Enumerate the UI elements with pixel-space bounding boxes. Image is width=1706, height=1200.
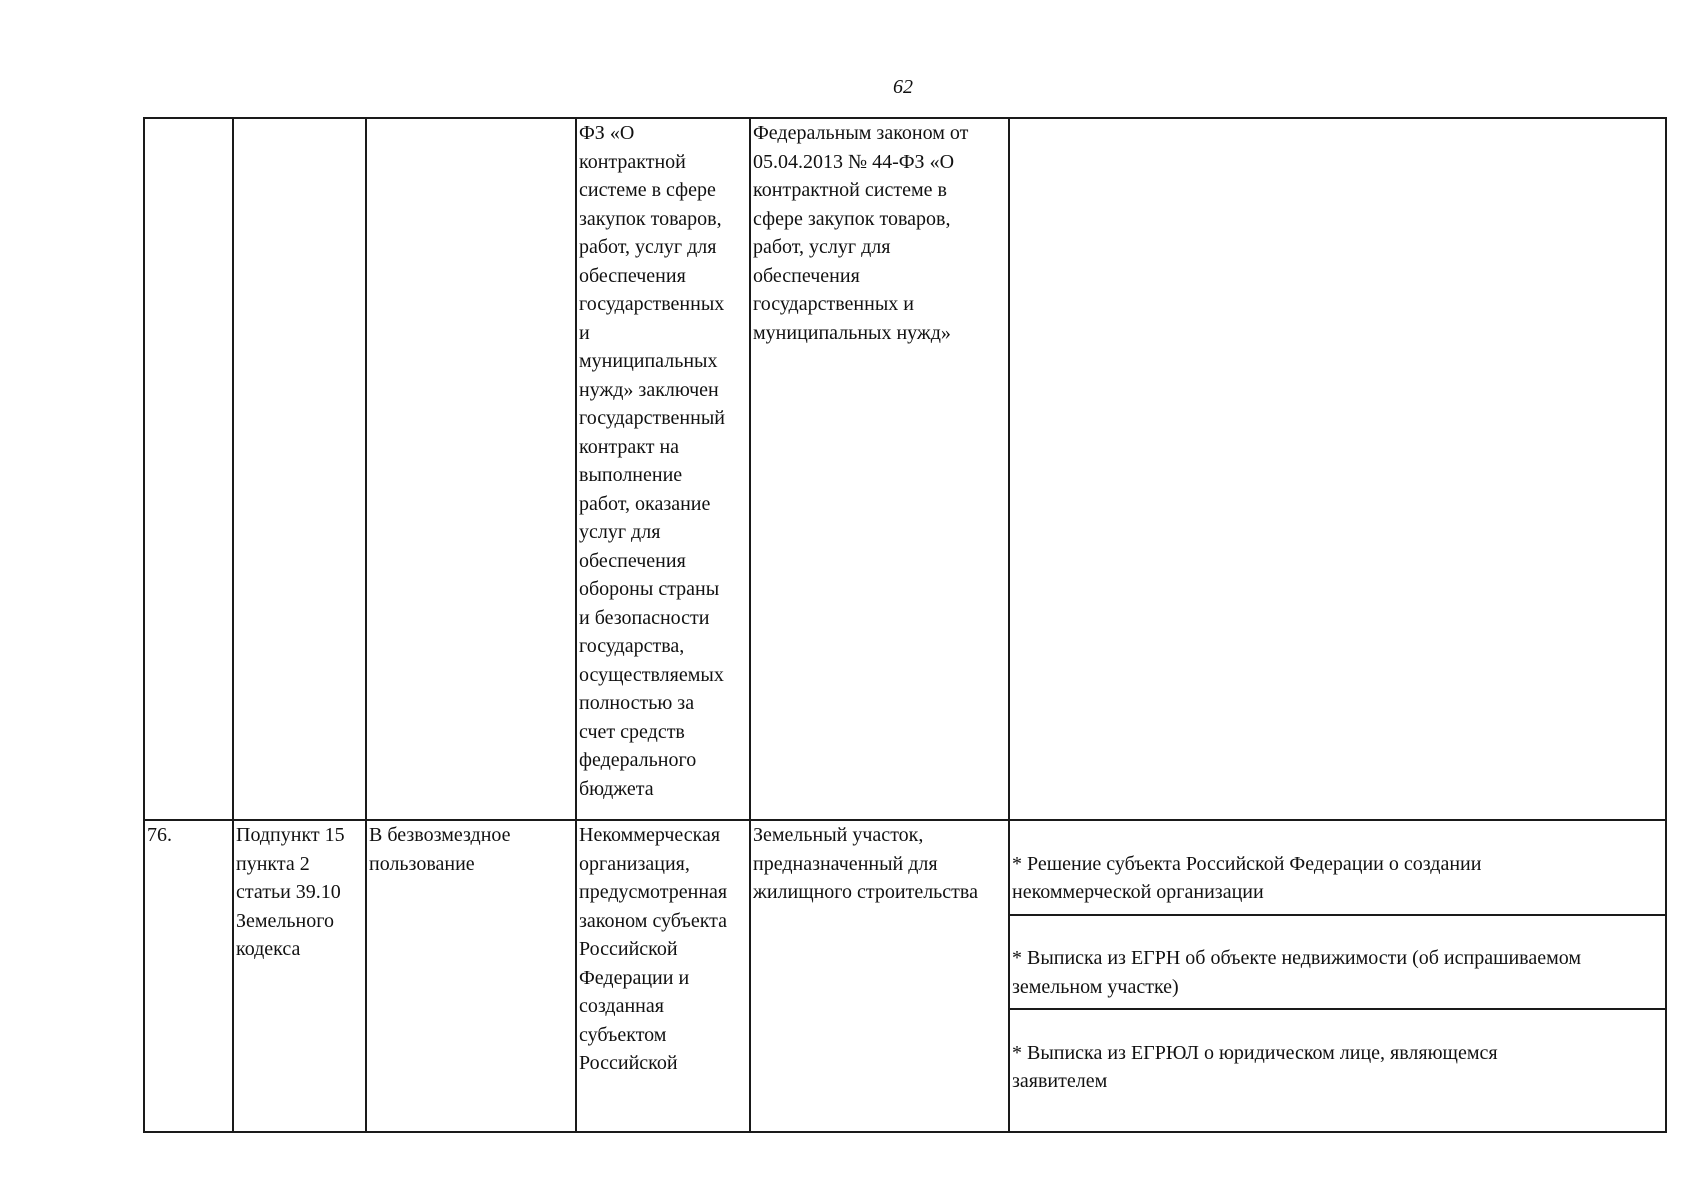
documents-cell bbox=[1009, 820, 1666, 1132]
legal-basis-cell bbox=[233, 118, 366, 820]
documents-cell bbox=[1009, 118, 1666, 820]
row-number-cell bbox=[144, 118, 233, 820]
right-type-cell: В безвозмездное пользование bbox=[366, 820, 576, 1132]
applicant-cell: Некоммерческая организация, предусмотренная законом субъекта Российской Федерации и созданная субъектом Российской bbox=[576, 820, 750, 1132]
document-item bbox=[1010, 148, 1665, 155]
land-plot-cell: Федеральным законом от 05.04.2013 № 44-ФЗ «О контрактной системе в сфере закупок товаров, работ, услуг для обеспечения государственных и муниципальных нужд» bbox=[750, 118, 1009, 820]
right-type-cell bbox=[366, 118, 576, 820]
land-plot-cell: Земельный участок, предназначенный для жилищного строительства bbox=[750, 820, 1009, 1132]
applicant-cell: ФЗ «О контрактной системе в сфере закупок товаров, работ, услуг для обеспечения государственных и муниципальных нужд» заключен государственный контракт на выполнение работ, оказание услуг для обеспечения обороны страны и безопасности государства, осуществляемых полностью за счет средств федерального бюджета bbox=[576, 118, 750, 820]
document-item: * Решение субъекта Российской Федерации о создании некоммерческой организации bbox=[1010, 850, 1665, 916]
table-row bbox=[144, 118, 1666, 820]
document-item: * Выписка из ЕГРЮЛ о юридическом лице, являющемся заявителем bbox=[1012, 1041, 1498, 1092]
legal-basis-cell: Подпункт 15 пункта 2 статьи 39.10 Земельного кодекса bbox=[233, 820, 366, 1132]
page-number: 62 bbox=[893, 76, 913, 98]
document-item: * Выписка из ЕГРН об объекте недвижимости (об испрашиваемом земельном участке) bbox=[1010, 944, 1665, 1010]
row-number-cell: 76. bbox=[144, 820, 233, 1132]
table-row bbox=[144, 820, 1666, 1132]
document-table bbox=[143, 117, 1667, 1133]
